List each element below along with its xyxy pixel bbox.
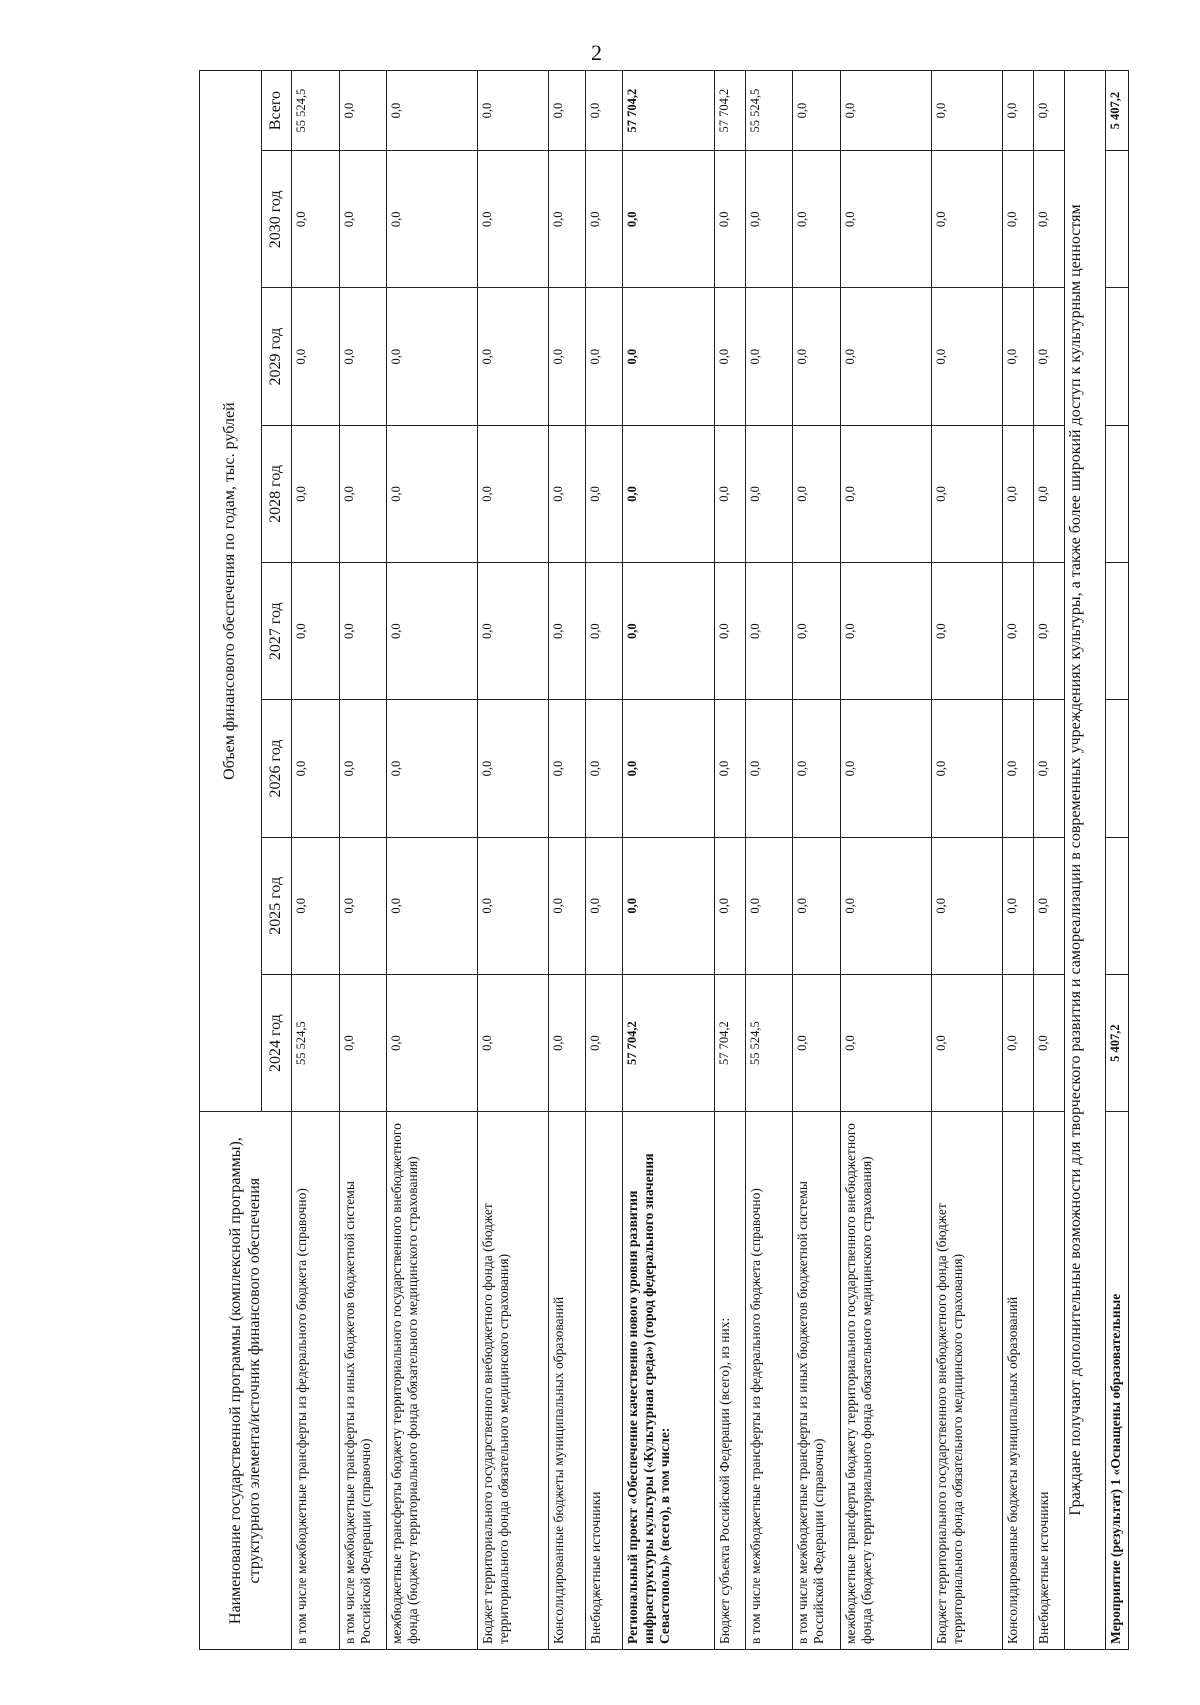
table-row (932, 71, 1002, 1650)
row-year-cell: 0,0 (1002, 837, 1033, 974)
goal-banner: Граждане получают дополнительные возможности для творческого развития и самореализации в современных учреждениях культуры, а также более широкий доступ к культурным ценностям (1064, 71, 1105, 1650)
row-year-cell: 0,0 (793, 425, 841, 562)
row-year-cell: 0,0 (793, 288, 841, 425)
row-year-cell: 0,0 (932, 974, 1002, 1111)
row-year-cell: 0,0 (932, 151, 1002, 288)
row-year-cell: 0,0 (840, 974, 931, 1111)
row-year-cell: 0,0 (548, 151, 585, 288)
row-year-cell: 0,0 (548, 700, 585, 837)
table-row (840, 71, 931, 1650)
row-year-cell: 0,0 (1002, 700, 1033, 837)
row-year-cell: 0,0 (793, 974, 841, 1111)
row-year-cell: 0,0 (478, 563, 548, 700)
row-total-cell: 0,0 (1033, 71, 1064, 151)
row-year-cell: 0,0 (387, 974, 478, 1111)
row-year-cell: 0,0 (292, 837, 340, 974)
row-year-cell: 0,0 (292, 563, 340, 700)
row-year-cell: 0,0 (714, 151, 745, 288)
table-row (714, 71, 745, 1650)
row-total-cell: 55 524,5 (745, 71, 793, 151)
table-row (586, 71, 623, 1650)
row-year-cell: 0,0 (1033, 151, 1064, 288)
row-year-cell: 0,0 (745, 837, 793, 974)
row-year-cell: 0,0 (339, 288, 387, 425)
table-row (339, 71, 387, 1650)
row-year-cell: 0,0 (586, 700, 623, 837)
row-year-cell: 0,0 (586, 151, 623, 288)
row-year-cell: 0,0 (840, 837, 931, 974)
page-number: 2 (591, 40, 602, 65)
row-year-cell: 0,0 (387, 563, 478, 700)
row-year-cell: 0,0 (387, 151, 478, 288)
row-total-cell: 0,0 (387, 71, 478, 151)
row-year-cell: 0,0 (714, 700, 745, 837)
row-name: Бюджет субъекта Российской Федерации (всего), из них: (714, 1112, 745, 1650)
row-year-cell: 0,0 (1033, 837, 1064, 974)
row-year-cell: 0,0 (1033, 700, 1064, 837)
row-year-cell: 0,0 (339, 425, 387, 562)
row-total-cell: 0,0 (548, 71, 585, 151)
table-row (1002, 71, 1033, 1650)
row-name: Консолидированные бюджеты муниципальных образований (1002, 1112, 1033, 1650)
row-year-cell: 0,0 (387, 700, 478, 837)
row-year-cell (1106, 563, 1129, 700)
row-year-cell: 0,0 (932, 425, 1002, 562)
row-total-cell: 57 704,2 (714, 71, 745, 151)
row-year-cell: 0,0 (478, 974, 548, 1111)
row-name: Внебюджетные источники (1033, 1112, 1064, 1650)
header-name: Наименование государственной программы (комплексной программы), структурного элемента/источник финансового обеспечения (200, 1112, 292, 1650)
row-year-cell: 0,0 (586, 288, 623, 425)
table-row (1033, 71, 1064, 1650)
row-year-cell: 57 704,2 (623, 974, 714, 1111)
table-row (548, 71, 585, 1650)
row-year-cell: 0,0 (932, 837, 1002, 974)
header-year: 2027 год (262, 563, 292, 700)
row-year-cell: 0,0 (339, 974, 387, 1111)
row-year-cell: 0,0 (932, 700, 1002, 837)
row-name: в том числе межбюджетные трансферты из иных бюджетов бюджетной системы Российской Федерации (справочно) (339, 1112, 387, 1650)
row-year-cell: 0,0 (548, 837, 585, 974)
row-year-cell (1106, 288, 1129, 425)
row-year-cell: 0,0 (586, 837, 623, 974)
table-row (1106, 71, 1129, 1650)
row-year-cell: 0,0 (714, 563, 745, 700)
row-year-cell: 0,0 (586, 974, 623, 1111)
row-year-cell: 0,0 (1033, 563, 1064, 700)
row-year-cell: 0,0 (1002, 563, 1033, 700)
row-year-cell (1106, 837, 1129, 974)
row-year-cell: 0,0 (745, 425, 793, 562)
row-year-cell: 0,0 (548, 563, 585, 700)
row-total-cell: 0,0 (932, 71, 1002, 151)
row-year-cell: 0,0 (745, 151, 793, 288)
row-year-cell: 0,0 (623, 837, 714, 974)
table-row (1064, 71, 1105, 1650)
row-year-cell: 0,0 (793, 563, 841, 700)
row-year-cell: 0,0 (478, 425, 548, 562)
row-year-cell: 0,0 (387, 837, 478, 974)
row-total-cell: 0,0 (1002, 71, 1033, 151)
row-year-cell: 0,0 (1033, 288, 1064, 425)
row-name: Бюджет территориального государственного внебюджетного фонда (бюджет территориального фонда обязательного медицинского страхования) (478, 1112, 548, 1650)
row-year-cell: 0,0 (339, 837, 387, 974)
row-year-cell: 0,0 (478, 837, 548, 974)
row-year-cell: 0,0 (292, 151, 340, 288)
financing-table (199, 70, 1129, 1650)
row-name: межбюджетные трансферты бюджету территориального государственного внебюджетного фонда (бюджету территориального фонда обязательного медицинского страхования) (387, 1112, 478, 1650)
header-year: 2030 год (262, 151, 292, 288)
row-year-cell: 0,0 (840, 563, 931, 700)
row-year-cell: 0,0 (840, 288, 931, 425)
row-year-cell: 0,0 (548, 425, 585, 562)
row-name: Консолидированные бюджеты муниципальных образований (548, 1112, 585, 1650)
row-year-cell: 5 407,2 (1106, 974, 1129, 1111)
row-year-cell: 0,0 (840, 425, 931, 562)
row-year-cell: 0,0 (840, 151, 931, 288)
row-total-cell: 0,0 (586, 71, 623, 151)
row-year-cell: 0,0 (793, 837, 841, 974)
header-year: 2028 год (262, 425, 292, 562)
row-year-cell: 0,0 (623, 288, 714, 425)
row-year-cell: 0,0 (840, 700, 931, 837)
header-year: 2029 год (262, 288, 292, 425)
row-year-cell: 0,0 (745, 563, 793, 700)
row-year-cell: 0,0 (932, 288, 1002, 425)
row-year-cell: 0,0 (586, 563, 623, 700)
row-year-cell: 0,0 (1002, 974, 1033, 1111)
header-total: Всего (262, 71, 292, 151)
row-year-cell: 0,0 (292, 425, 340, 562)
row-total-cell: 0,0 (478, 71, 548, 151)
header-year: 2026 год (262, 700, 292, 837)
table-row (745, 71, 793, 1650)
row-total-cell: 55 524,5 (292, 71, 340, 151)
row-total-cell: 5 407,2 (1106, 71, 1129, 151)
row-year-cell: 0,0 (1002, 151, 1033, 288)
row-year-cell: 0,0 (745, 700, 793, 837)
row-year-cell: 55 524,5 (292, 974, 340, 1111)
row-year-cell: 0,0 (478, 700, 548, 837)
row-name: Бюджет территориального государственного внебюджетного фонда (бюджет территориального фонда обязательного медицинского страхования) (932, 1112, 1002, 1650)
header-volume: Объем финансового обеспечения по годам, тыс. рублей (200, 71, 262, 1112)
row-total-cell: 0,0 (793, 71, 841, 151)
row-name: в том числе межбюджетные трансферты из федерального бюджета (справочно) (745, 1112, 793, 1650)
row-year-cell: 0,0 (548, 974, 585, 1111)
table-row (478, 71, 548, 1650)
row-total-cell: 0,0 (339, 71, 387, 151)
row-year-cell: 0,0 (586, 425, 623, 562)
row-year-cell: 0,0 (478, 288, 548, 425)
row-year-cell (1106, 700, 1129, 837)
row-name: Региональный проект «Обеспечение качественно нового уровня развития инфраструктуры культуры («Культурная среда») (город федерального значения Севастополь)» (всего), в том числе: (623, 1112, 714, 1650)
row-name: Мероприятие (результат) 1 «Оснащены образовательные (1106, 1112, 1129, 1650)
row-year-cell: 0,0 (478, 151, 548, 288)
row-year-cell: 0,0 (623, 151, 714, 288)
row-year-cell: 0,0 (745, 288, 793, 425)
table-row (793, 71, 841, 1650)
row-year-cell: 0,0 (548, 288, 585, 425)
table-row (387, 71, 478, 1650)
row-year-cell: 0,0 (793, 151, 841, 288)
row-year-cell: 0,0 (932, 563, 1002, 700)
row-name: межбюджетные трансферты бюджету территориального государственного внебюджетного фонда (бюджету территориального фонда обязательного медицинского страхования) (840, 1112, 931, 1650)
row-year-cell: 0,0 (292, 288, 340, 425)
header-year: 2025 год (262, 837, 292, 974)
row-name: в том числе межбюджетные трансферты из иных бюджетов бюджетной системы Российской Федерации (справочно) (793, 1112, 841, 1650)
row-year-cell (1106, 425, 1129, 562)
row-year-cell: 0,0 (623, 700, 714, 837)
row-year-cell: 0,0 (623, 425, 714, 562)
row-year-cell: 0,0 (339, 151, 387, 288)
header-year: 2024 год (262, 974, 292, 1111)
table-row (292, 71, 340, 1650)
row-year-cell: 0,0 (387, 288, 478, 425)
row-year-cell: 0,0 (714, 425, 745, 562)
row-year-cell: 0,0 (793, 700, 841, 837)
row-year-cell: 0,0 (387, 425, 478, 562)
row-total-cell: 57 704,2 (623, 71, 714, 151)
row-year-cell (1106, 151, 1129, 288)
row-name: в том числе межбюджетные трансферты из федерального бюджета (справочно) (292, 1112, 340, 1650)
row-year-cell: 0,0 (1002, 288, 1033, 425)
row-year-cell: 0,0 (1002, 425, 1033, 562)
row-year-cell: 0,0 (714, 288, 745, 425)
row-year-cell: 0,0 (339, 700, 387, 837)
row-year-cell: 0,0 (714, 837, 745, 974)
row-year-cell: 0,0 (1033, 425, 1064, 562)
row-year-cell: 0,0 (339, 563, 387, 700)
table-row (623, 71, 714, 1650)
row-year-cell: 57 704,2 (714, 974, 745, 1111)
row-year-cell: 0,0 (1033, 974, 1064, 1111)
row-total-cell: 0,0 (840, 71, 931, 151)
row-year-cell: 0,0 (623, 563, 714, 700)
row-year-cell: 0,0 (292, 700, 340, 837)
row-name: Внебюджетные источники (586, 1112, 623, 1650)
rotated-table-container (199, 70, 1129, 1650)
row-year-cell: 55 524,5 (745, 974, 793, 1111)
